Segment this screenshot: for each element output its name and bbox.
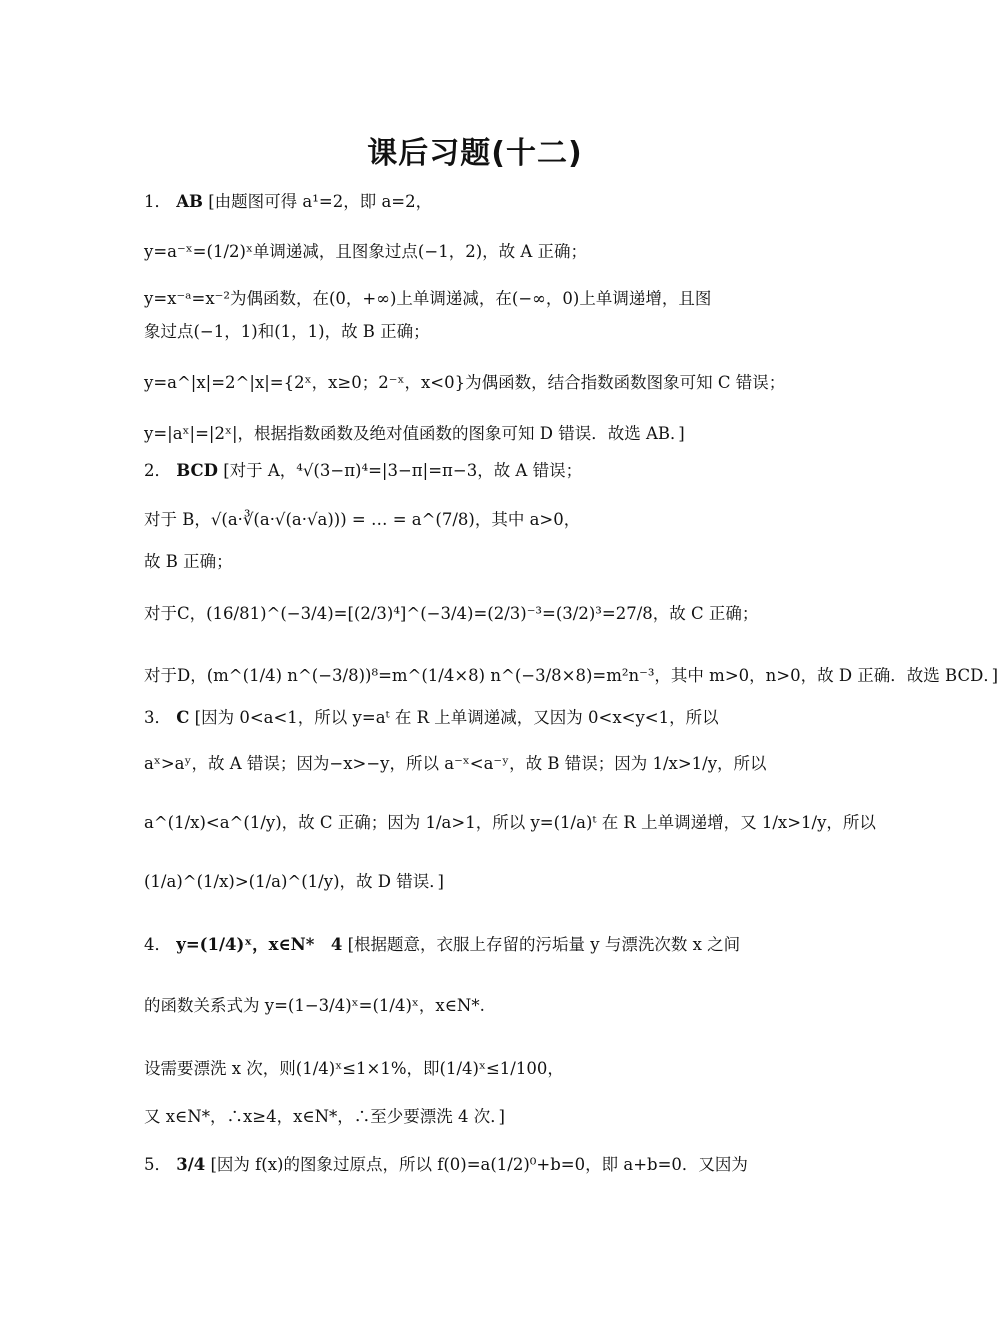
text-line	[144, 1057, 809, 1081]
line-text: 对于C，(16/81)^(−3/4)=[(2/3)⁴]^(−3/4)=(2/3)⁻³=(3/2)³=27/8，故 C 正确；	[144, 604, 759, 623]
line-text: 对于D，(m^(1/4) n^(−3/8))⁸=m^(1/4×8) n^(−3/8×8)=m²n⁻³，其中 m>0，n>0，故 D 正确．故选 BCD．]	[144, 666, 998, 685]
text-line	[144, 933, 809, 957]
answer-key: y=(1/4)ˣ，x∈N* 4	[176, 935, 343, 954]
question-number: 5．	[144, 1155, 171, 1174]
text-line	[144, 811, 876, 835]
text-line	[144, 752, 809, 776]
answer-key: BCD	[176, 461, 218, 480]
text-line	[144, 706, 809, 730]
text-line	[144, 1153, 809, 1177]
line-text: y=x⁻ᵃ=x⁻²为偶函数，在(0，+∞)上单调递减，在(−∞，0)上单调递增，且图	[144, 289, 712, 308]
question-number: 2．	[144, 461, 171, 480]
line-text: [对于 A，⁴√(3−π)⁴=|3−π|=π−3，故 A 错误；	[223, 461, 583, 480]
page-title: 课后习题(十二)	[367, 136, 583, 171]
line-text: y=a^|x|=2^|x|={2ˣ，x≥0；2⁻ˣ，x<0}为偶函数，结合指数函数图象可知 C 错误；	[144, 373, 786, 392]
answer-key: AB	[176, 192, 203, 211]
line-text: [因为 f(x)的图象过原点，所以 f(0)=a(1/2)⁰+b=0，即 a+b=0．又因为	[210, 1155, 748, 1174]
question-number: 1．	[144, 192, 171, 211]
line-text: [由题图可得 a¹=2，即 a=2，	[208, 192, 433, 211]
answer-key: 3/4	[176, 1155, 206, 1174]
line-text: 故 B 正确；	[144, 552, 233, 571]
line-text: 的函数关系式为 y=(1−3/4)ˣ=(1/4)ˣ，x∈N*.	[144, 996, 485, 1015]
line-text: y=a⁻ˣ=(1/2)ˣ单调递减，且图象过点(−1，2)，故 A 正确；	[144, 242, 588, 261]
text-line	[144, 371, 809, 395]
text-line	[144, 602, 809, 626]
text-line	[144, 190, 809, 214]
text-line	[144, 320, 809, 344]
text-line	[144, 1105, 809, 1129]
line-text: aˣ>aʸ，故 A 错误；因为−x>−y，所以 a⁻ˣ<a⁻ʸ，故 B 错误；因为 1/x>1/y，所以	[144, 754, 767, 773]
line-text: [因为 0<a<1，所以 y=aᵗ 在 R 上单调递减，又因为 0<x<y<1，所以	[194, 708, 719, 727]
text-line	[144, 870, 809, 894]
line-text: (1/a)^(1/x)>(1/a)^(1/y)，故 D 错误．]	[144, 872, 444, 891]
text-line	[144, 664, 998, 688]
line-text: 又 x∈N*，∴x≥4，x∈N*，∴至少要漂洗 4 次．]	[144, 1107, 505, 1126]
text-line	[144, 550, 809, 574]
line-text: 设需要漂洗 x 次，则(1/4)ˣ≤1×1%，即(1/4)ˣ≤1/100，	[144, 1059, 564, 1078]
text-line	[144, 508, 809, 532]
answer-key: C	[176, 708, 190, 727]
line-text: y=|aˣ|=|2ˣ|，根据指数函数及绝对值函数的图象可知 D 错误．故选 AB．]	[144, 424, 685, 443]
line-text: 对于 B，√(a·∛(a·√(a·√a))) = … = a^(7/8)，其中 a>0，	[144, 510, 581, 529]
text-line	[144, 287, 809, 311]
question-number: 4．	[144, 935, 171, 954]
line-text: a^(1/x)<a^(1/y)，故 C 正确；因为 1/a>1，所以 y=(1/a)ᵗ 在 R 上单调递增，又 1/x>1/y，所以	[144, 813, 876, 832]
line-text: 象过点(−1，1)和(1，1)，故 B 正确；	[144, 322, 430, 341]
text-line	[144, 240, 809, 264]
question-number: 3．	[144, 708, 171, 727]
text-line	[144, 459, 809, 483]
text-line	[144, 994, 809, 1018]
line-text: [根据题意，衣服上存留的污垢量 y 与漂洗次数 x 之间	[347, 935, 741, 954]
text-line	[144, 422, 809, 446]
